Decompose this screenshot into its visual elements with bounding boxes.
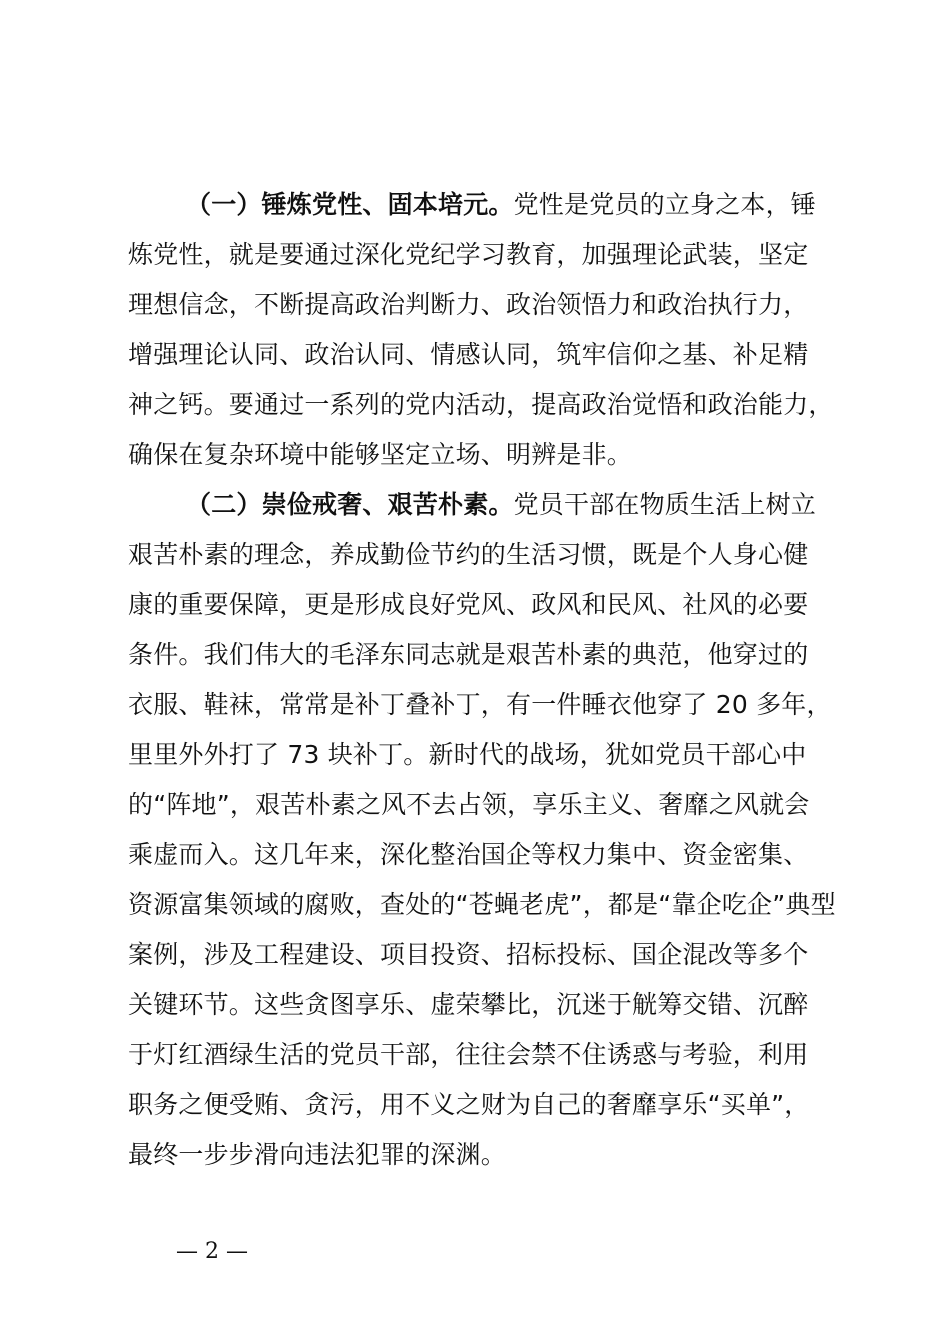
section-heading: （一）锤炼党性、固本培元。 bbox=[186, 190, 514, 219]
paragraph-line: 于灯红酒绿生活的党员干部，往往会禁不住诱惑与考验，利用 bbox=[128, 1040, 809, 1069]
paragraph-line: 康的重要保障，更是形成良好党风、政风和民风、社风的必要 bbox=[128, 590, 809, 619]
paragraph-line: 资源富集领域的腐败，查处的“苍蝇老虎”，都是“靠企吃企”典型 bbox=[128, 890, 836, 919]
paragraph-line bbox=[186, 180, 816, 230]
paragraph-line: 的“阵地”，艰苦朴素之风不去占领，享乐主义、奢靡之风就会 bbox=[128, 790, 810, 819]
paragraph-line: 炼党性，就是要通过深化党纪学习教育，加强理论武装，坚定 bbox=[128, 240, 809, 269]
body-text: 党员干部在物质生活上树立 bbox=[513, 490, 817, 519]
paragraph-line: 里里外外打了 73 块补丁。新时代的战场，犹如党员干部心中 bbox=[128, 740, 807, 769]
paragraph-line: 神之钙。要通过一系列的党内活动，提高政治觉悟和政治能力， bbox=[128, 390, 834, 419]
paragraph-line: 艰苦朴素的理念，养成勤俭节约的生活习惯，既是个人身心健 bbox=[128, 540, 809, 569]
paragraph-line: 乘虚而入。这几年来，深化整治国企等权力集中、资金密集、 bbox=[128, 840, 809, 869]
page-number: — 2 — bbox=[176, 1239, 248, 1264]
paragraph-line: 最终一步步滑向违法犯罪的深渊。 bbox=[128, 1140, 507, 1169]
paragraph-line: 理想信念，不断提高政治判断力、政治领悟力和政治执行力， bbox=[128, 290, 809, 319]
paragraph-line: 条件。我们伟大的毛泽东同志就是艰苦朴素的典范，他穿过的 bbox=[128, 640, 809, 669]
paragraph-line: 关键环节。这些贪图享乐、虚荣攀比，沉迷于觥筹交错、沉醉 bbox=[128, 990, 809, 1019]
paragraph-line bbox=[186, 480, 816, 530]
paragraph-line: 确保在复杂环境中能够坚定立场、明辨是非。 bbox=[128, 440, 633, 469]
paragraph-line: 案例，涉及工程建设、项目投资、招标投标、国企混改等多个 bbox=[128, 940, 809, 969]
paragraph-line: 衣服、鞋袜，常常是补丁叠补丁，有一件睡衣他穿了 20 多年， bbox=[128, 690, 832, 719]
paragraph-line: 职务之便受贿、贪污，用不义之财为自己的奢靡享乐“买单”， bbox=[128, 1090, 810, 1119]
paragraph-line: 增强理论认同、政治认同、情感认同，筑牢信仰之基、补足精 bbox=[128, 340, 809, 369]
body-text: 党性是党员的立身之本，锤 bbox=[513, 190, 817, 219]
section-heading: （二）崇俭戒奢、艰苦朴素。 bbox=[186, 490, 514, 519]
